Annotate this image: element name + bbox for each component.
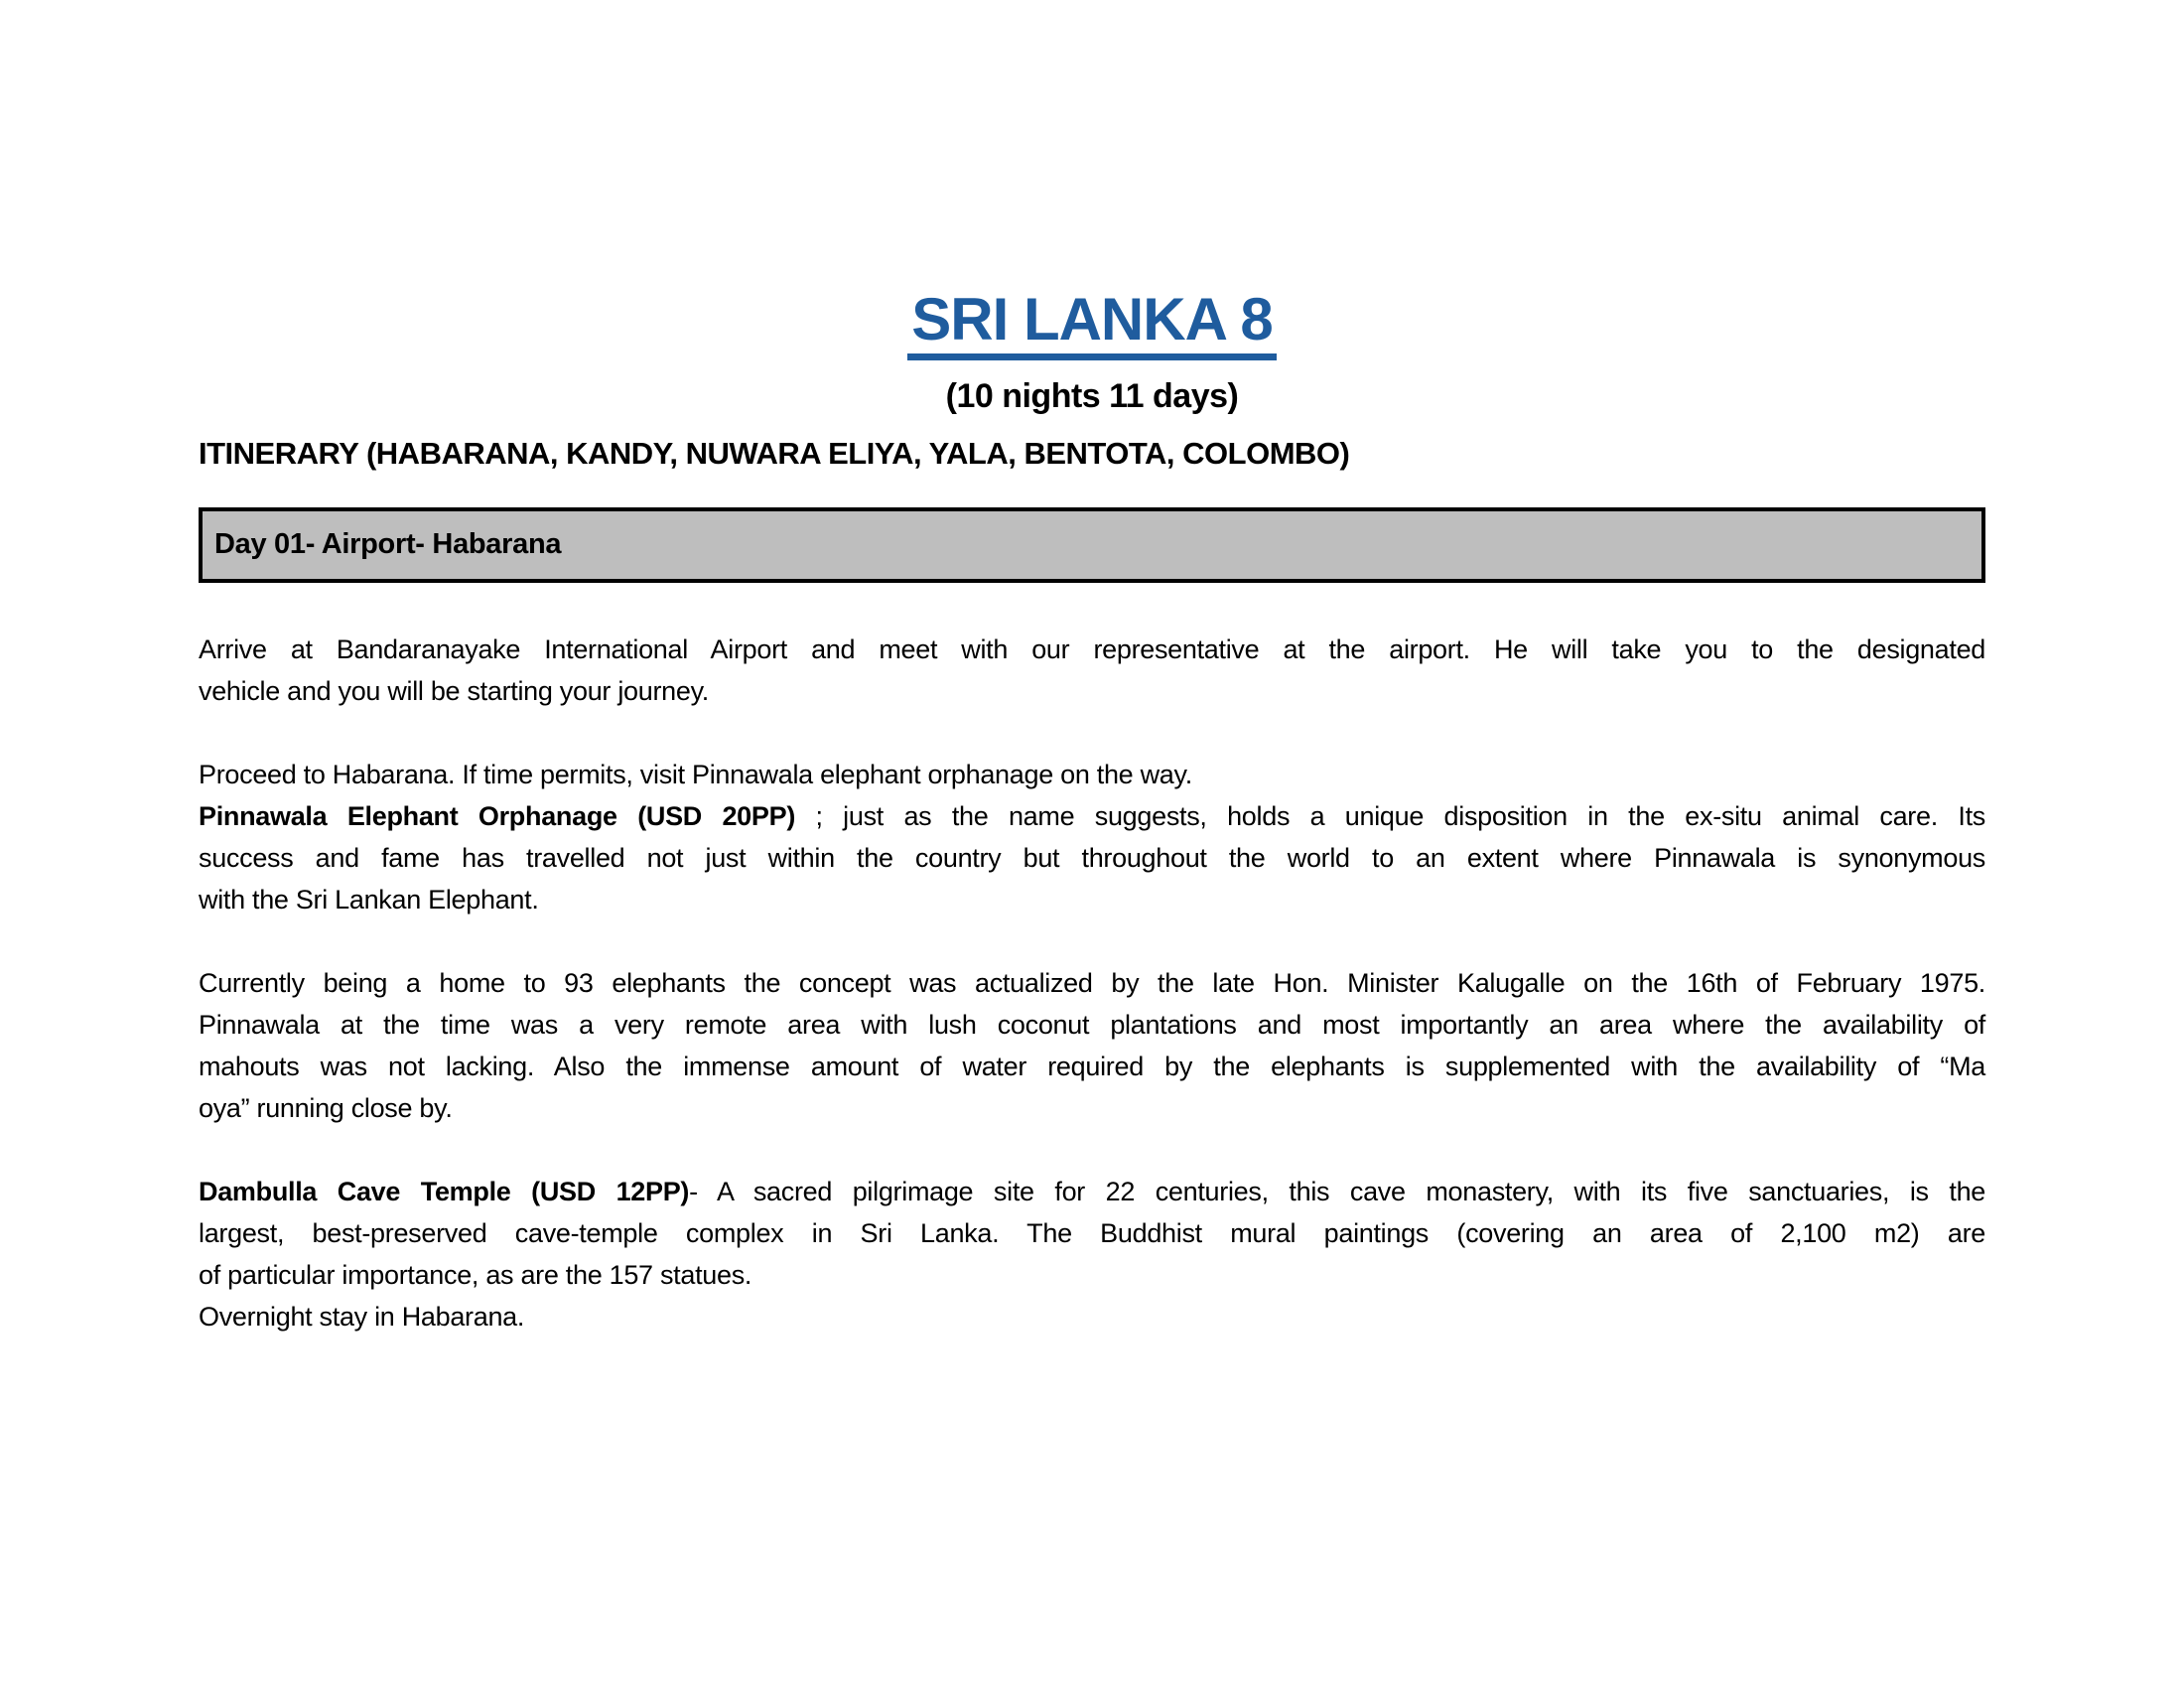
bold-run: Dambulla Cave Temple (USD 12PP) (199, 1176, 690, 1206)
text-line: of particular importance, as are the 157 statues. (199, 1259, 752, 1290)
day-header-box (199, 507, 1985, 583)
itinerary-heading: ITINERARY (HABARANA, KANDY, NUWARA ELIYA, YALA, BENTOTA, COLOMBO) (199, 435, 1350, 471)
paragraph-pinnawala (199, 754, 1985, 920)
text-run: - A sacred pilgrimage site for 22 centuries, this cave monastery, with its five sanctuaries, is the (689, 1176, 1986, 1206)
text-line: largest, best-preserved cave-temple complex in Sri Lanka. The Buddhist mural paintings (covering an area of 2,100 m2) are (199, 1217, 1985, 1248)
title-container (199, 286, 1985, 360)
document-title: SRI LANKA 8 (907, 290, 1276, 360)
day-header-label: Day 01- Airport- Habarana (214, 528, 562, 561)
text-line: mahouts was not lacking. Also the immense amount of water required by the elephants is supplemented with the availability of “Ma (199, 1051, 1985, 1081)
paragraph-dambulla (199, 1171, 1985, 1337)
text-line (199, 795, 1985, 837)
paragraph-history (199, 962, 1985, 1129)
text-line: Pinnawala at the time was a very remote area with lush coconut plantations and most importantly an area where the availability of (199, 1009, 1985, 1040)
text-line: Overnight stay in Habarana. (199, 1301, 525, 1332)
document-subtitle: (10 nights 11 days) (945, 377, 1239, 415)
bold-run: Pinnawala Elephant Orphanage (USD 20PP) (199, 800, 796, 831)
text-line: success and fame has travelled not just within the country but throughout the world to an extent where Pinnawala is synonymous (199, 842, 1985, 873)
text-line: with the Sri Lankan Elephant. (199, 884, 539, 914)
text-line (199, 1171, 1985, 1212)
text-line: Currently being a home to 93 elephants the concept was actualized by the late Hon. Minister Kalugalle on the 16th of February 1975. (199, 967, 1985, 998)
text-line: vehicle and you will be starting your journey. (199, 675, 709, 706)
paragraph-arrival (199, 629, 1985, 712)
text-line: oya” running close by. (199, 1092, 453, 1123)
body-text (199, 629, 1985, 1337)
text-line: Proceed to Habarana. If time permits, visit Pinnawala elephant orphanage on the way. (199, 759, 1192, 789)
text-line: Arrive at Bandaranayake International Airport and meet with our representative at the airport. He will take you to the designated (199, 633, 1985, 664)
text-run: ; just as the name suggests, holds a unique disposition in the ex-situ animal care. Its (795, 800, 1985, 831)
